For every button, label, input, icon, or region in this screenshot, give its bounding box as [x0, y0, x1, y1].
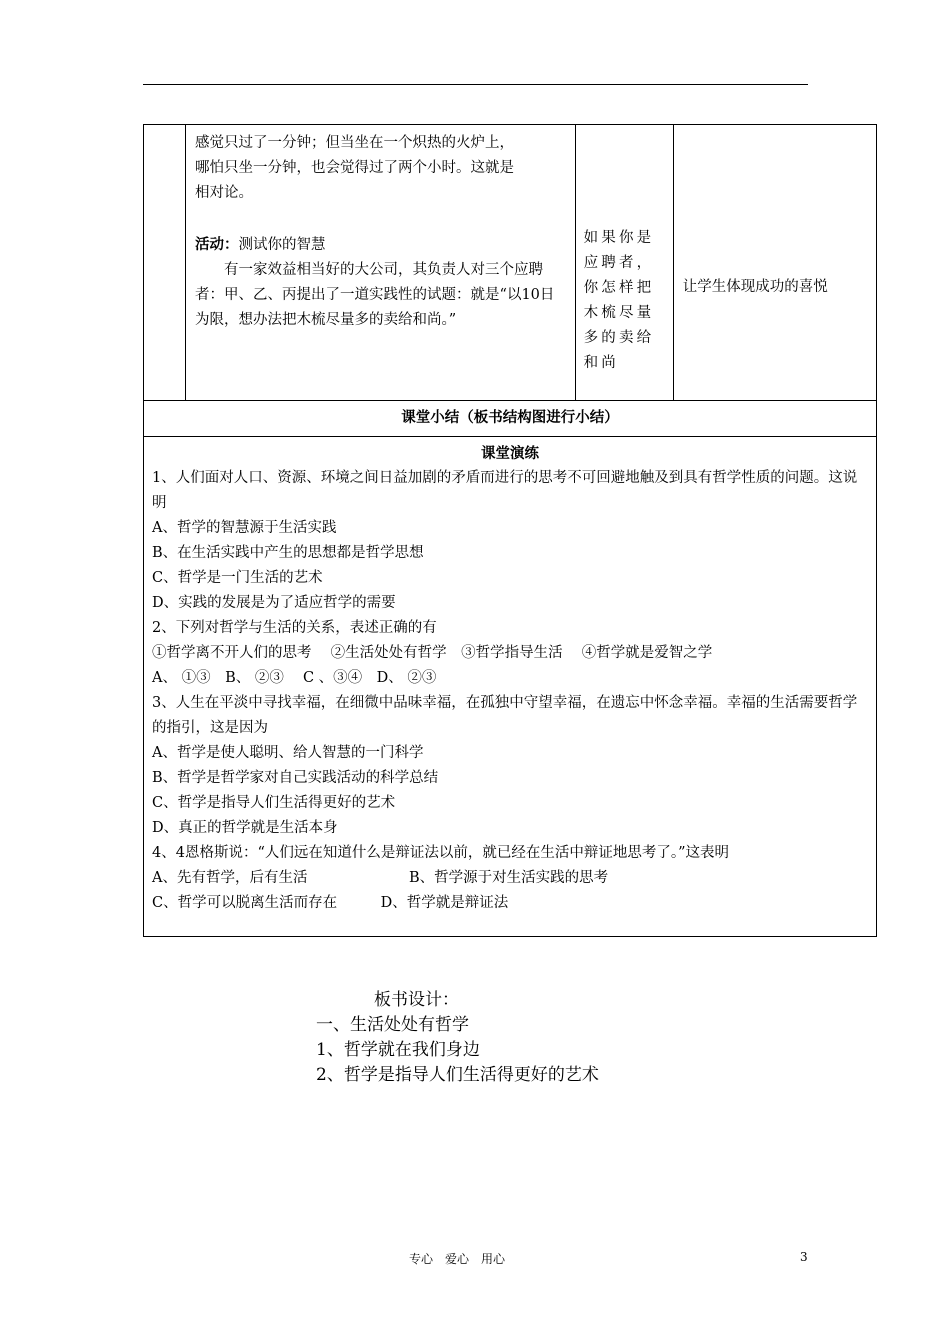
footer-motto: 专心 爱心 用心 [409, 1252, 506, 1266]
header-rule [143, 84, 808, 85]
question-3: 3、人生在平淡中寻找幸福，在细微中品味幸福，在孤独中守望幸福，在遗忘中怀念幸福。幸福的生活需要哲学的指引，这是因为 [152, 695, 858, 736]
option: B、在生活实践中产生的思想都是哲学思想 [152, 545, 424, 561]
options: A、先有哲学，后有生活 B、哲学源于对生活实践的思考 [152, 870, 609, 886]
question-1: 1、人们面对人口、资源、环境之间日益加剧的矛盾而进行的思考不可回避地触及到具有哲学性质的问题。这说明 [152, 470, 858, 511]
student-activity-text: 如果你是应聘者，你怎样把木梳尽量多的卖给和尚 [583, 230, 655, 371]
option: C、哲学是指导人们生活得更好的艺术 [152, 795, 396, 811]
option: D、实践的发展是为了适应哲学的需要 [152, 595, 396, 611]
question-2: 2、下列对哲学与生活的关系，表述正确的有 [152, 620, 437, 636]
activity-row [144, 125, 877, 401]
board-subitem: 2、哲学是指导人们生活得更好的艺术 [316, 1065, 599, 1085]
board-subitem: 1、哲学就在我们身边 [316, 1040, 480, 1060]
question-4: 4、4恩格斯说：“人们远在知道什么是辩证法以前，就已经在生活中辩证地思考了。”这表明 [152, 845, 730, 861]
student-activity-cell [575, 125, 673, 401]
lesson-table [143, 124, 877, 937]
blank-cell [144, 125, 186, 401]
option: C、哲学是一门生活的艺术 [152, 570, 323, 586]
content-line: 相对论。 [195, 185, 254, 201]
content-line: 感觉只过了一分钟；但当坐在一个炽热的火炉上， [195, 135, 515, 151]
teaching-content-cell [186, 125, 576, 401]
activity-label: 活动： [195, 236, 239, 253]
activity-text: 有一家效益相当好的大公司，其负责人对三个应聘者：甲、乙、丙提出了一道实践性的试题：就是“以10日为限，想办法把木梳尽量多的卖给和尚。” [195, 262, 555, 328]
practice-title: 课堂演练 [481, 445, 539, 462]
board-item: 一、生活处处有哲学 [316, 1015, 469, 1035]
option: A、哲学的智慧源于生活实践 [152, 520, 337, 536]
page-number: 3 [800, 1250, 808, 1264]
practice-row [144, 437, 877, 937]
summary-text: 课堂小结（板书结构图进行小结） [144, 401, 877, 437]
options: A、 ①③ B、 ②③ C 、③④ D、 ②③ [152, 670, 437, 686]
board-heading: 板书设计： [374, 990, 459, 1010]
activity-heading [195, 232, 567, 258]
design-intent-text: 让学生体现成功的喜悦 [682, 279, 828, 295]
summary-row [144, 401, 877, 437]
options: C、哲学可以脱离生活而存在 D、哲学就是辩证法 [152, 895, 509, 911]
option: A、哲学是使人聪明、给人智慧的一门科学 [152, 745, 424, 761]
activity-title: 测试你的智慧 [238, 237, 326, 253]
practice-cell [144, 437, 877, 937]
option: B、哲学是哲学家对自己实践活动的科学总结 [152, 770, 439, 786]
option: D、真正的哲学就是生活本身 [152, 820, 338, 836]
design-intent-cell [673, 125, 876, 401]
content-line: 哪怕只坐一分钟，也会觉得过了两个小时。这就是 [195, 160, 515, 176]
statements: ①哲学离不开人们的思考 ②生活处处有哲学 ③哲学指导生活 ④哲学就是爱智之学 [152, 645, 713, 661]
